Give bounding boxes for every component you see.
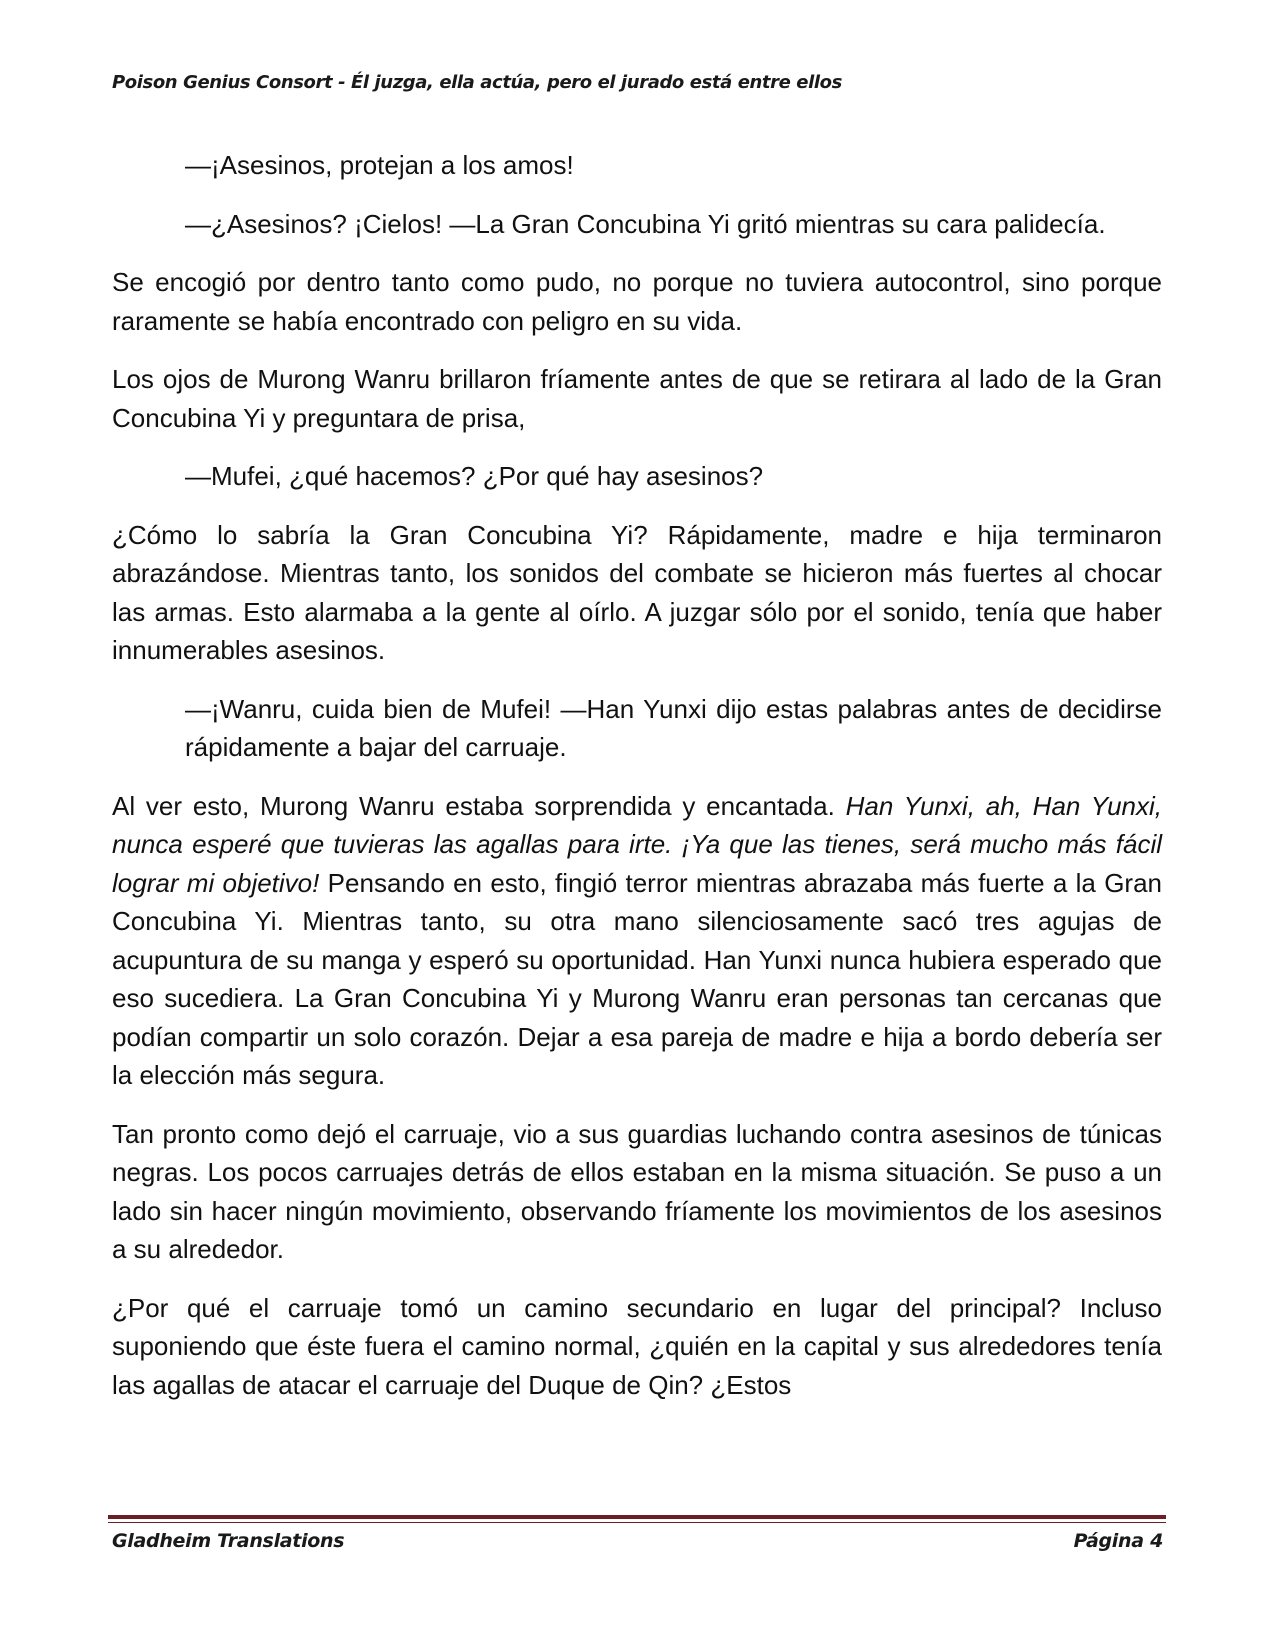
paragraph-1: —¡Asesinos, protejan a los amos! (185, 150, 574, 180)
paragraph-2: —¿Asesinos? ¡Cielos! —La Gran Concubina Yi gritó mientras su cara palidecía. (185, 208, 1106, 239)
document-body (112, 146, 1162, 1424)
paragraph-7: —¡Wanru, cuida bien de Mufei! —Han Yunxi dijo estas palabras antes de decidirse rápidamente a bajar del carruaje. (185, 693, 1162, 762)
paragraph-9: Tan pronto como dejó el carruaje, vio a sus guardias luchando contra asesinos de túnicas negras. Los pocos carruajes detrás de ellos estaban en la misma situación. Se puso a un lado sin hacer ningún movimiento, observando fríamente los movimientos de los asesinos a su alrededor. (112, 1118, 1162, 1264)
paragraph-8-italic-thought: Han Yunxi, ah, Han Yunxi, nunca esperé que tuvieras las agallas para irte. ¡Ya que las tienes, será mucho más fácil lograr mi objetivo! (112, 790, 1162, 898)
paragraph-4: Los ojos de Murong Wanru brillaron fríamente antes de que se retirara al lado de la Gran Concubina Yi y preguntara de prisa, (112, 364, 1162, 433)
paragraph-8-before: Al ver esto, Murong Wanru estaba sorprendida y encantada. (112, 790, 846, 821)
footer-page-number: Página 4 (1073, 1530, 1163, 1552)
footer-publisher: Gladheim Translations (112, 1530, 345, 1552)
paragraph-5: —Mufei, ¿qué hacemos? ¿Por qué hay asesinos? (185, 461, 764, 491)
footer-divider-thin (108, 1522, 1166, 1523)
paragraph-8 (112, 787, 1162, 1095)
footer-divider-thick (108, 1515, 1166, 1519)
paragraph-8-after: Pensando en esto, fingió terror mientras abrazaba más fuerte a la Gran Concubina Yi. Mientras tanto, su otra mano silenciosamente sacó tres agujas de acupuntura de su manga y esperó su oportunidad. Han Yunxi nunca hubiera esperado que eso sucediera. La Gran Concubina Yi y Murong Wanru eran personas tan cercanas que podían compartir un solo corazón. Dejar a esa pareja de madre e hija a bordo debería ser la elección más segura. (112, 867, 1162, 1090)
paragraph-10: ¿Por qué el carruaje tomó un camino secundario en lugar del principal? Incluso suponiendo que éste fuera el camino normal, ¿quién en la capital y sus alrededores tenía las agallas de atacar el carruaje del Duque de Qin? ¿Estos (112, 1292, 1162, 1400)
paragraph-3: Se encogió por dentro tanto como pudo, no porque no tuviera autocontrol, sino porque raramente se había encontrado con peligro en su vida. (112, 267, 1162, 336)
document-header-title: Poison Genius Consort - Él juzga, ella actúa, pero el jurado está entre ellos (112, 72, 842, 93)
paragraph-6: ¿Cómo lo sabría la Gran Concubina Yi? Rápidamente, madre e hija terminaron abrazándose. Mientras tanto, los sonidos del combate se hicieron más fuertes al chocar las armas. Esto alarmaba a la gente al oírlo. A juzgar sólo por el sonido, tenía que haber innumerables asesinos. (112, 519, 1162, 665)
